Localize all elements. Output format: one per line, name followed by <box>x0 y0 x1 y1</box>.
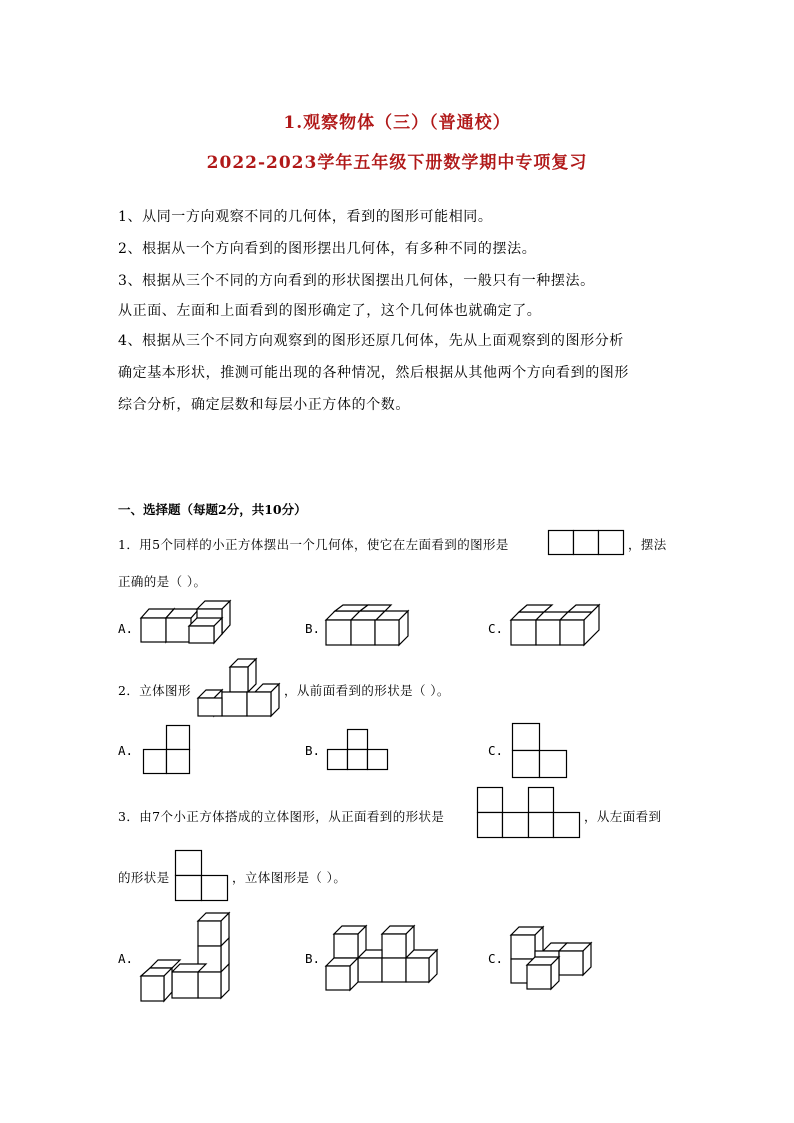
q1-text: 1．用5个同样的小正方体摆出一个几何体，使它在左面看到的图形是 <box>118 537 509 552</box>
q1-option-c-label: C. <box>488 621 504 636</box>
knowledge-point-4-line3: 综合分析，确定层数和每层小正方体的个数。 <box>118 397 410 413</box>
q3-text: 3．由7个小正方体搭成的立体图形，从正面看到的形状是 <box>118 809 445 824</box>
q3-front-view-figure <box>477 787 581 839</box>
knowledge-point-4: 4、根据从三个不同方向观察到的图形还原几何体，先从上面观察到的图形分析 <box>118 333 624 349</box>
q3-text-line2: 的形状是 <box>118 870 170 885</box>
q3-option-a-label: A. <box>118 951 134 966</box>
q3-text-line2-cont: ，立体图形是（ ）。 <box>232 870 347 885</box>
section-heading: 一、选择题（每题2分，共10分） <box>118 502 307 517</box>
q2-option-c-label: C. <box>488 743 504 758</box>
q3-left-view-figure <box>175 850 229 902</box>
knowledge-point-3-cont: 从正面、左面和上面看到的图形确定了，这个几何体也就确定了。 <box>118 303 542 319</box>
q1-text-cont: ，摆法 <box>628 537 667 552</box>
knowledge-point-1: 1、从同一方向观察不同的几何体，看到的图形可能相同。 <box>118 209 493 225</box>
q2-option-b-label: B. <box>305 743 321 758</box>
q2-solid-figure <box>197 658 281 718</box>
q1-option-c-figure[interactable] <box>510 604 600 646</box>
q1-text-line2: 正确的是（ ）。 <box>118 574 207 589</box>
q2-text-cont: ，从前面看到的形状是（ ）。 <box>284 683 450 698</box>
q3-option-b-figure[interactable] <box>325 925 439 991</box>
q3-option-c-label: C. <box>488 951 504 966</box>
q1-option-b-label: B. <box>305 621 321 636</box>
page-subtitle: 2022-2023学年五年级下册数学期中专项复习 <box>206 153 588 173</box>
q3-option-b-label: B. <box>305 951 321 966</box>
knowledge-point-2: 2、根据从一个方向看到的图形摆出几何体，有多种不同的摆法。 <box>118 241 537 257</box>
q3-option-c-figure[interactable] <box>510 926 594 990</box>
q2-option-b-figure[interactable] <box>327 729 389 771</box>
q2-option-c-figure[interactable] <box>512 723 568 779</box>
page-title: 1.观察物体（三）（普通校） <box>283 113 511 133</box>
q2-text: 2．立体图形 <box>118 683 191 698</box>
q1-option-a-label: A. <box>118 621 134 636</box>
q3-option-a-figure[interactable] <box>140 912 232 1004</box>
q2-option-a-label: A. <box>118 743 134 758</box>
q1-option-b-figure[interactable] <box>325 604 409 646</box>
q1-option-a-figure[interactable] <box>140 600 232 644</box>
knowledge-point-4-line2: 确定基本形状，推测可能出现的各种情况，然后根据从其他两个方向看到的图形 <box>118 365 629 381</box>
q1-left-view-figure <box>548 530 624 555</box>
q2-option-a-figure[interactable] <box>143 725 191 775</box>
knowledge-point-3: 3、根据从三个不同的方向看到的形状图摆出几何体，一般只有一种摆法。 <box>118 273 595 289</box>
q3-text-cont: ，从左面看到 <box>584 809 662 824</box>
